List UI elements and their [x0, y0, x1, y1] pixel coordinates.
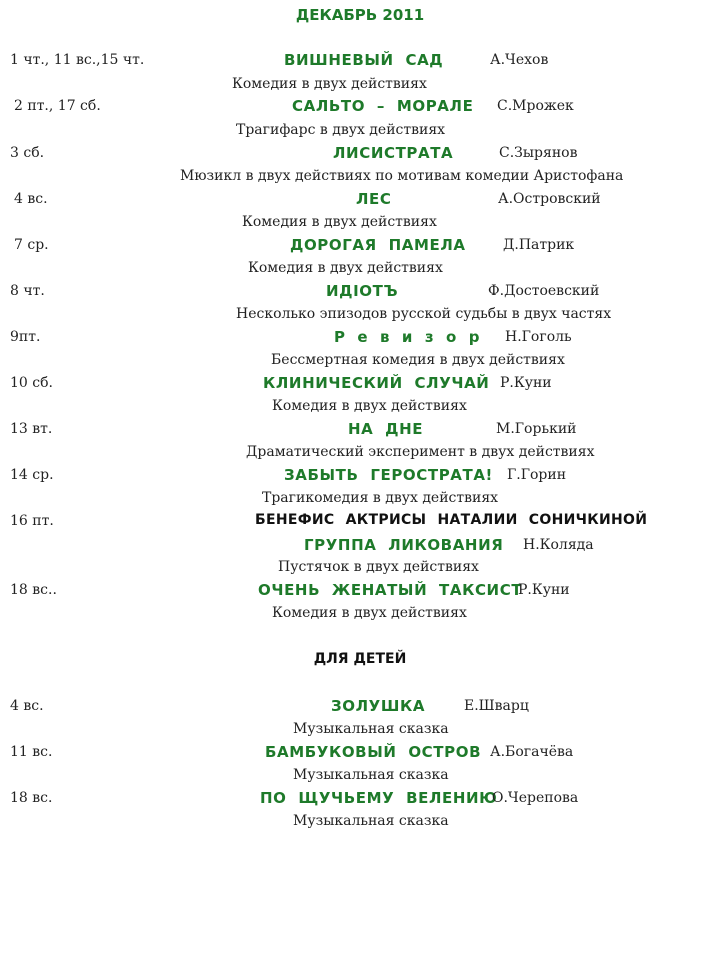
- event-genre: Комедия в двух действиях: [232, 76, 427, 92]
- event-genre: Драматический эксперимент в двух действиях: [246, 444, 595, 460]
- event-genre: Мюзикл в двух действиях по мотивам комедии Аристофана: [180, 168, 624, 184]
- event-date: 8 чт.: [10, 283, 45, 299]
- event-title: ПО ЩУЧЬЕМУ ВЕЛЕНИЮ: [260, 789, 498, 807]
- event-author: О.Черепова: [492, 790, 579, 806]
- event-date: 13 вт.: [10, 421, 53, 437]
- page-title: ДЕКАБРЬ 2011: [295, 6, 425, 24]
- event-genre: Трагифарс в двух действиях: [236, 122, 446, 138]
- event-date: 18 вс..: [10, 582, 57, 598]
- event-date: 4 вс.: [14, 191, 48, 207]
- event-title: ГРУППА ЛИКОВАНИЯ: [304, 536, 504, 554]
- event-title: БАМБУКОВЫЙ ОСТРОВ: [265, 743, 482, 761]
- event-author: А.Чехов: [490, 52, 549, 68]
- event-title: ИДIОТЪ: [326, 282, 399, 300]
- event-genre: Комедия в двух действиях: [248, 260, 443, 276]
- event-author: Н.Гоголь: [505, 329, 572, 345]
- event-author: М.Горький: [496, 421, 577, 437]
- event-genre: Пустячок в двух действиях: [278, 559, 479, 575]
- event-title: ЛЕС: [356, 190, 392, 208]
- event-date: 9пт.: [10, 329, 41, 345]
- event-title: КЛИНИЧЕСКИЙ СЛУЧАЙ: [263, 374, 490, 392]
- event-date: 16 пт.: [10, 513, 54, 529]
- event-author: А.Островский: [498, 191, 601, 207]
- event-author: А.Богачёва: [490, 744, 574, 760]
- event-author: С.Мрожек: [497, 98, 574, 114]
- event-genre: Музыкальная сказка: [293, 721, 449, 737]
- event-author: Р.Куни: [518, 582, 570, 598]
- event-author: Г.Горин: [507, 467, 567, 483]
- event-title: Р е в и з о р: [334, 328, 481, 346]
- kids-heading: ДЛЯ ДЕТЕЙ: [313, 651, 407, 667]
- event-date: 4 вс.: [10, 698, 44, 714]
- event-title: ЛИСИСТРАТА: [333, 144, 454, 162]
- event-author: С.Зырянов: [499, 145, 578, 161]
- event-date: 10 сб.: [10, 375, 53, 391]
- event-author: Е.Шварц: [464, 698, 529, 714]
- event-genre: Комедия в двух действиях: [242, 214, 437, 230]
- event-genre: Несколько эпизодов русской судьбы в двух частях: [236, 306, 612, 322]
- event-genre: Трагикомедия в двух действиях: [262, 490, 499, 506]
- event-title: ВИШНЕВЫЙ САД: [284, 51, 444, 69]
- event-author: Н.Коляда: [523, 537, 594, 553]
- event-genre: Комедия в двух действиях: [272, 605, 467, 621]
- event-title: НА ДНЕ: [348, 420, 424, 438]
- event-genre: Музыкальная сказка: [293, 813, 449, 829]
- event-date: 18 вс.: [10, 790, 53, 806]
- event-title: САЛЬТО – МОРАЛЕ: [292, 97, 474, 115]
- event-date: 3 сб.: [10, 145, 45, 161]
- event-date: 2 пт., 17 сб.: [14, 98, 101, 114]
- event-date: 1 чт., 11 вс.,15 чт.: [10, 52, 145, 68]
- event-genre: Музыкальная сказка: [293, 767, 449, 783]
- event-author: Д.Патрик: [503, 237, 575, 253]
- event-genre: Комедия в двух действиях: [272, 398, 467, 414]
- event-title: ЗОЛУШКА: [331, 697, 426, 715]
- event-title: ОЧЕНЬ ЖЕНАТЫЙ ТАКСИСТ: [258, 581, 523, 599]
- event-date: 11 вс.: [10, 744, 53, 760]
- event-genre: Бессмертная комедия в двух действиях: [271, 352, 565, 368]
- event-author: Р.Куни: [500, 375, 552, 391]
- event-title: ЗАБЫТЬ ГЕРОСТРАТА!: [284, 466, 494, 484]
- event-author: Ф.Достоевский: [488, 283, 600, 299]
- event-date: 14 ср.: [10, 467, 54, 483]
- event-benefit: БЕНЕФИС АКТРИСЫ НАТАЛИИ СОНИЧКИНОЙ: [255, 512, 648, 528]
- event-title: ДОРОГАЯ ПАМЕЛА: [290, 236, 466, 254]
- event-date: 7 ср.: [14, 237, 49, 253]
